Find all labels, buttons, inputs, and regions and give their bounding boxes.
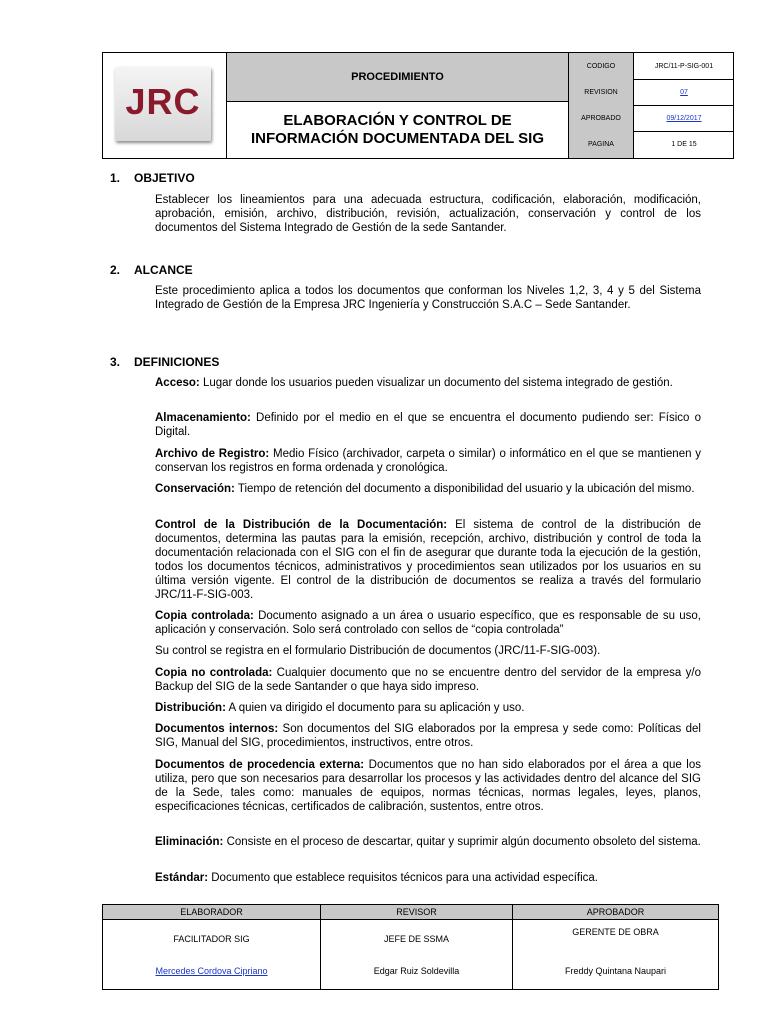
meta-row-revision [569, 79, 734, 106]
section-number: 2. [110, 263, 121, 277]
role-label: GERENTE DE OBRA [572, 927, 659, 937]
document-header [102, 52, 734, 159]
definition-term: Copia no controlada: [155, 667, 273, 679]
definition-text: Documento asignado a un área o usuario específico, que es responsable de su uso, aplicación y conservación. Solo será controlado con sellos de “copia controlada” [155, 610, 701, 636]
signer-name: Edgar Ruiz Soldevilla [373, 966, 460, 976]
definition-term: Documentos internos: [155, 723, 279, 735]
definition-text: Cualquier documento que no se encuentre dentro del servidor de la empresa y/o Backup del SIG de la sede Santander o que haya sido impreso. [155, 667, 701, 693]
meta-row-approved [569, 105, 734, 132]
definition-term: Distribución: [155, 702, 226, 714]
role-label: JEFE DE SSMA [383, 934, 449, 944]
column-header: ELABORADOR [103, 905, 320, 920]
logo-cell [103, 53, 227, 158]
elaborador-name-link[interactable]: Mercedes Cordova Cipriano [155, 966, 268, 976]
signature-table [102, 904, 719, 990]
company-logo [115, 67, 211, 141]
revision-link[interactable]: 07 [680, 88, 688, 96]
section-number: 1. [110, 171, 121, 185]
section-number: 3. [110, 355, 121, 369]
meta-value: JRC/11-P-SIG-001 [654, 62, 714, 70]
definition-documentos-internos [155, 722, 701, 750]
document-type: PROCEDIMIENTO [227, 53, 568, 102]
definition-archivo-registro [155, 447, 701, 475]
meta-value [634, 105, 734, 131]
meta-key: REVISION [569, 79, 634, 105]
definition-text: A quien va dirigido el documento para su aplicación y uso. [225, 702, 525, 714]
definition-documentos-externos [155, 758, 701, 814]
definition-copia-controlada [155, 609, 701, 637]
column-header: APROBADOR [513, 905, 718, 920]
meta-key: CODIGO [569, 53, 634, 79]
definition-text: Lugar donde los usuarios pueden visualizar un documento del sistema integrado de gestión. [199, 377, 673, 389]
approved-date-link[interactable]: 09/12/2017 [666, 114, 702, 122]
definition-distribucion [155, 701, 701, 715]
definition-text: Definido por el medio en el que se encuentra el documento pudiendo ser: Físico o Digital. [155, 412, 701, 438]
definition-text: Son documentos del SIG elaborados por la empresa y sede como: Políticas del SIG, Manual del SIG, procedimientos, instructivos, entre otros. [155, 723, 701, 749]
definition-eliminacion [155, 835, 701, 849]
document-title [227, 102, 568, 158]
revisor-column [321, 905, 513, 989]
definition-term: Acceso: [155, 377, 200, 389]
meta-row-code [569, 53, 734, 80]
definition-estandar [155, 871, 701, 885]
role-label: FACILITADOR SIG [173, 934, 250, 944]
objetivo-text: Establecer los lineamientos para una adecuada estructura, codificación, elaboración, modificación, aprobación, emisión, archivo, distribución, revisión, actualización, conservación y control de los documentos del Sistema Integrado de Gestión de la sede Santander. [155, 194, 701, 234]
definition-almacenamiento [155, 411, 701, 439]
logo-text: JRC [125, 81, 201, 122]
meta-value [634, 79, 734, 105]
elaborador-column [103, 905, 321, 989]
definition-text: Documento que establece requisitos técnicos para una actividad específica. [208, 872, 598, 884]
title-line-2: INFORMACIÓN DOCUMENTADA DEL SIG [250, 130, 545, 147]
meta-key: PAGINA [569, 131, 634, 158]
definition-text: Documentos que no han sido elaborados por el área a que los utiliza, pero que son necesarios para desarrollar los procesos y las actividades dentro del alcance del SIG de la Sede, tales como: manuales de equipos, normas técnicas, normas legales, leyes, planos, especificaciones técnicas, certificados de calibración, sustentos, entre otros. [155, 759, 701, 813]
document-meta [568, 53, 734, 158]
aprobador-column [513, 905, 718, 989]
section-title: ALCANCE [134, 263, 193, 277]
definition-text: Tiempo de retención del documento a disponibilidad del usuario y la ubicación del mismo. [234, 483, 695, 495]
column-header: REVISOR [321, 905, 512, 920]
definition-term: Control de la Distribución de la Documentación: [155, 519, 448, 531]
definition-term: Estándar: [155, 872, 209, 884]
definition-copia-no-controlada [155, 666, 701, 694]
definition-term: Conservación: [155, 483, 235, 495]
section-title: OBJETIVO [134, 171, 195, 185]
title-line-1: ELABORACIÓN Y CONTROL DE [283, 112, 512, 129]
definition-term: Copia controlada: [155, 610, 254, 622]
definition-text: Su control se registra en el formulario Distribución de documentos (JRC/11-F-SIG-003). [155, 645, 601, 657]
alcance-text: Este procedimiento aplica a todos los documentos que conforman los Niveles 1,2, 3, 4 y 5 del Sistema Integrado de Gestión de la Empresa JRC Ingeniería y Construcción S.A.C – Sede Santander. [155, 285, 701, 311]
definition-text: El sistema de control de la distribución de documentos, determina las pautas para la emisión, recepción, archivo, distribución y control de toda la documentación relacionada con el SIG con el fin de asegurar que durante toda la ejecución de la gestión, todos los documentos técnicos, administrativos y procedimientos sean utilizados por los usuarios en su última versión vigente. El control de la distribución de documentos se realiza a través del formulario JRC/11-F-SIG-003. [155, 519, 701, 601]
definition-conservacion [155, 482, 701, 496]
meta-key: APROBADO [569, 105, 634, 131]
signer-name: Freddy Quintana Naupari [564, 966, 667, 976]
definition-term: Documentos de procedencia externa: [155, 759, 365, 771]
meta-value: 1 DE 15 [671, 141, 697, 148]
definition-term: Archivo de Registro: [155, 448, 270, 460]
definition-term: Almacenamiento: [155, 412, 251, 424]
definition-control-distribucion [155, 518, 701, 602]
meta-row-page [569, 131, 734, 158]
signer-name [103, 966, 320, 976]
definition-text: Medio Físico (archivador, carpeta o similar) o informático en el que se mantienen y conservan los registros en forma ordenada y cronológica. [155, 448, 701, 474]
definition-acceso [155, 376, 701, 390]
definition-text: Consiste en el proceso de descartar, quitar y suprimir algún documento obsoleto del sistema. [223, 836, 701, 848]
definition-term: Eliminación: [155, 836, 224, 848]
section-title: DEFINICIONES [134, 355, 220, 369]
definition-copia-controlada-note [155, 644, 701, 658]
